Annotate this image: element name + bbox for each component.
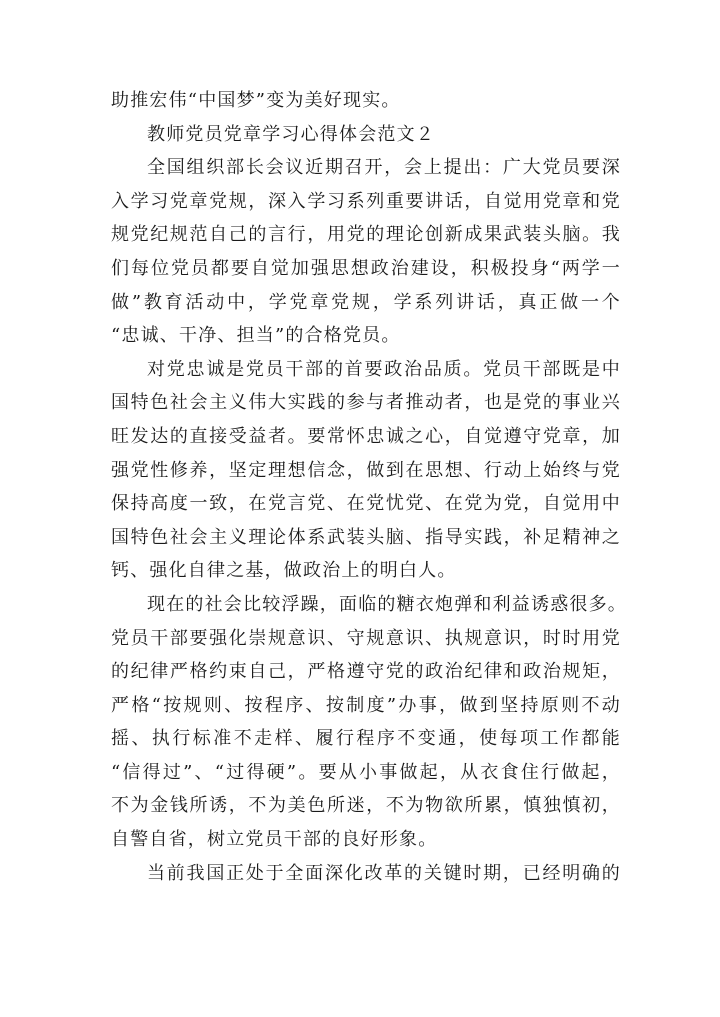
section-heading: 教师党员党章学习心得体会范文２	[147, 123, 435, 145]
document-body	[111, 84, 627, 890]
text-line: 国特色社会主义伟大实践的参与者推动者，也是党的事业兴	[111, 392, 621, 414]
text-line: 全国组织部长会议近期召开，会上提出：广大党员要深	[147, 157, 621, 179]
text-line: 当前我国正处于全面深化改革的关键时期，已经明确的	[147, 862, 621, 884]
text-line: 自警自省，树立党员干部的良好形象。	[111, 829, 438, 851]
text-line: 助推宏伟“中国梦”变为美好现实。	[111, 90, 401, 111]
text-line: 不为金钱所诱，不为美色所迷，不为物欲所累，慎独慎初，	[111, 795, 621, 817]
text-line: 强党性修养，坚定理想信念，做到在思想、行动上始终与党	[111, 459, 621, 481]
text-line: 对党忠诚是党员干部的首要政治品质。党员干部既是中	[147, 358, 621, 380]
text-line: 做”教育活动中，学党章党规，学系列讲话，真正做一个	[111, 291, 621, 313]
text-line: 现在的社会比较浮躁，面临的糖衣炮弹和利益诱惑很多。	[147, 593, 627, 615]
text-line: “信得过”、“过得硬”。要从小事做起，从衣食住行做起，	[111, 761, 621, 783]
text-line: 严格“按规则、按程序、按制度”办事，做到坚持原则不动	[111, 694, 621, 716]
text-line: 钙、强化自律之基，做政治上的明白人。	[111, 560, 457, 582]
text-line: 旺发达的直接受益者。要常怀忠诚之心，自觉遵守党章，加	[111, 425, 621, 447]
text-line: 们每位党员都要自觉加强思想政治建设，积极投身“两学一	[111, 257, 621, 279]
text-line: 规党纪规范自己的言行，用党的理论创新成果武装头脑。我	[111, 224, 621, 246]
text-line: 国特色社会主义理论体系武装头脑、指导实践，补足精神之	[111, 526, 621, 548]
text-line: 入学习党章党规，深入学习系列重要讲话，自觉用党章和党	[111, 190, 621, 212]
text-line: 的纪律严格约束自己，严格遵守党的政治纪律和政治规矩，	[111, 661, 621, 683]
text-line: 摇、执行标准不走样、履行程序不变通，使每项工作都能	[111, 728, 621, 750]
text-line: 党员干部要强化崇规意识、守规意识、执规意识，时时用党	[111, 627, 621, 649]
text-line: “忠诚、干净、担当”的合格党员。	[111, 325, 401, 347]
text-line: 保持高度一致，在党言党、在党忧党、在党为党，自觉用中	[111, 493, 621, 515]
